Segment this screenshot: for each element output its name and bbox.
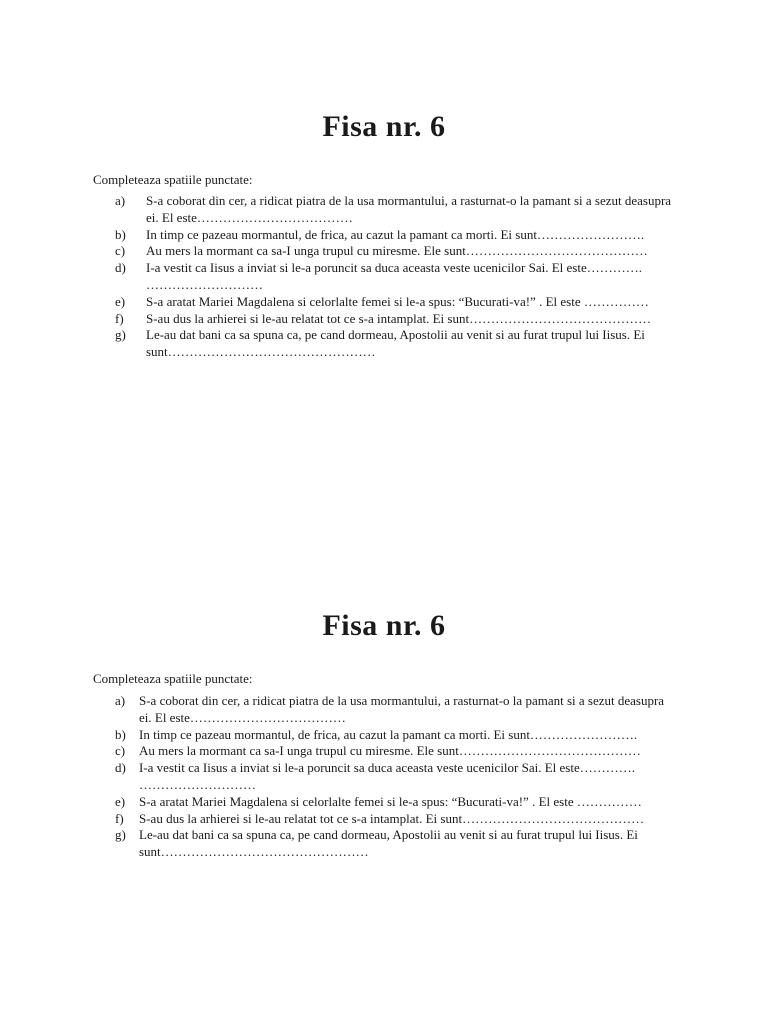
exercise-item <box>0 294 768 311</box>
item-marker: f) <box>115 810 124 826</box>
item-marker: e) <box>115 293 126 309</box>
item-text: S-au dus la arhierei si le-au relatat tot ce s-a intamplat. Ei sunt…………………………………… <box>139 810 645 826</box>
exercise-item <box>0 794 768 811</box>
item-marker: c) <box>115 743 126 759</box>
item-marker: c) <box>115 243 126 259</box>
exercise-item <box>0 727 768 744</box>
worksheet-instructions: Completeaza spatiile punctate: <box>93 172 253 187</box>
item-marker: b) <box>115 226 126 242</box>
item-marker: b) <box>115 726 126 742</box>
worksheet-title: Fisa nr. 6 <box>322 110 446 144</box>
item-marker: a) <box>115 693 126 708</box>
exercise-list <box>0 193 768 361</box>
item-marker: a) <box>115 193 126 208</box>
item-text: S-a coborat din cer, a ridicat piatra de la usa mormantului, a rasturnat-o la pamant si a sezut deasupra ei. El este……………………………… <box>139 693 665 725</box>
item-text: In timp ce pazeau mormantul, de frica, au cazut la pamant ca morti. Ei sunt……………………. <box>139 726 638 742</box>
exercise-item <box>0 743 768 760</box>
exercise-list <box>0 693 768 861</box>
exercise-item <box>0 243 768 260</box>
exercise-item <box>0 811 768 828</box>
exercise-item <box>0 760 768 794</box>
item-text: Le-au dat bani ca sa spuna ca, pe cand dormeau, Apostolii au venit si au furat trupul lui Iisus. Ei sunt………………………………………… <box>139 827 638 860</box>
exercise-item <box>0 227 768 244</box>
exercise-item <box>0 311 768 328</box>
item-text: S-au dus la arhierei si le-au relatat tot ce s-a intamplat. Ei sunt…………………………………… <box>146 310 652 326</box>
item-marker: f) <box>115 310 124 326</box>
item-text: S-a coborat din cer, a ridicat piatra de la usa mormantului, a rasturnat-o la pamant si a sezut deasupra ei. El este……………………………… <box>146 193 672 225</box>
item-text: I-a vestit ca Iisus a inviat si le-a poruncit sa duca aceasta veste ucenicilor Sai. El este…………. ……………………… <box>139 760 635 792</box>
item-text: Le-au dat bani ca sa spuna ca, pe cand dormeau, Apostolii au venit si au furat trupul lui Iisus. Ei sunt………………………………………… <box>146 327 645 360</box>
exercise-item <box>0 827 768 861</box>
exercise-item <box>0 260 768 294</box>
worksheet-title: Fisa nr. 6 <box>322 609 446 643</box>
item-text: S-a aratat Mariei Magdalena si celorlalte femei si le-a spus: “Bucurati-va!” . El este …………… <box>146 293 649 309</box>
item-marker: d) <box>115 260 126 276</box>
exercise-item <box>0 693 768 727</box>
item-marker: d) <box>115 760 126 776</box>
item-marker: e) <box>115 793 126 809</box>
item-text: In timp ce pazeau mormantul, de frica, au cazut la pamant ca morti. Ei sunt……………………. <box>146 226 645 242</box>
item-text: I-a vestit ca Iisus a inviat si le-a poruncit sa duca aceasta veste ucenicilor Sai. El este…………. ……………………… <box>146 260 642 292</box>
exercise-item <box>0 193 768 227</box>
worksheet-instructions: Completeaza spatiile punctate: <box>93 671 253 686</box>
item-marker: g) <box>115 827 126 843</box>
item-marker: g) <box>115 327 126 343</box>
exercise-item <box>0 327 768 361</box>
item-text: S-a aratat Mariei Magdalena si celorlalte femei si le-a spus: “Bucurati-va!” . El este …………… <box>139 793 642 809</box>
item-text: Au mers la mormant ca sa-I unga trupul cu miresme. Ele sunt…………………………………… <box>139 743 641 759</box>
item-text: Au mers la mormant ca sa-I unga trupul cu miresme. Ele sunt…………………………………… <box>146 243 648 259</box>
